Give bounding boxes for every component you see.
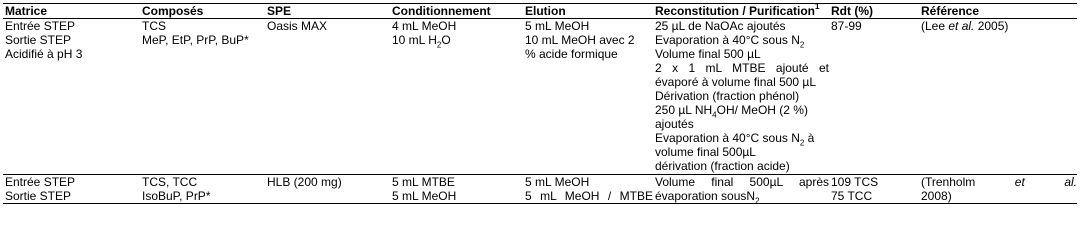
cell-reference: [919, 175, 1077, 204]
cell-composes: [140, 19, 265, 175]
header-rdt: Rdt (%): [829, 4, 919, 19]
cell-composes: [140, 175, 265, 204]
cell-line: 5 mL MeOH: [392, 189, 457, 203]
cell-line: Oasis MAX: [267, 19, 328, 33]
literature-table: [3, 3, 1077, 204]
table-row: [3, 175, 1077, 204]
text-part: Evaporation à 40°C sous N: [655, 33, 800, 47]
cell-line: Entrée STEP: [5, 175, 76, 189]
text-italic: et al.: [948, 19, 975, 33]
cell-line: [655, 131, 829, 148]
cell-rdt: [829, 175, 919, 204]
cell-line: Acidifié à pH 3: [5, 47, 83, 61]
subscript: 2: [799, 40, 805, 50]
text-part: 10 mL H: [392, 33, 437, 47]
cell-line: évaporé à volume final 500 µL: [655, 75, 817, 89]
cell-line: 2008): [921, 189, 952, 203]
cell-line: 25 µL de NaOAc ajoutés: [655, 19, 786, 33]
header-row: [3, 4, 1077, 19]
cell-line: 10 mL MeOH avec 2: [525, 33, 635, 47]
text-part: (Trenholm: [921, 175, 1015, 189]
cell-line: Dérivation (fraction phénol): [655, 89, 800, 103]
header-spe: SPE: [265, 4, 390, 19]
cell-matrice: [3, 19, 140, 175]
cell-rdt: [829, 19, 919, 175]
cell-matrice: [3, 175, 140, 204]
cell-spe: [265, 175, 390, 204]
cell-line: Sortie STEP: [5, 189, 72, 203]
header-composes: Composés: [140, 4, 265, 19]
header-reconstitution: [653, 4, 829, 19]
footnote-marker: 1: [815, 3, 820, 11]
cell-line: [655, 33, 829, 50]
text-italic: et al.: [1014, 175, 1077, 189]
cell-line: [921, 19, 1077, 33]
cell-conditionnement: [390, 175, 523, 204]
cell-line: [655, 103, 829, 120]
cell-line: 5 mL MeOH: [525, 175, 590, 189]
cell-line: 87-99: [831, 19, 862, 33]
header-reference: Référence: [919, 4, 1077, 19]
text-part: Evaporation à 40°C sous N: [655, 131, 800, 145]
cell-elution: [523, 175, 653, 204]
cell-line: % acide formique: [525, 47, 618, 61]
cell-line: HLB (200 mg): [267, 175, 342, 189]
table-row: [3, 19, 1077, 175]
header-elution: Elution: [523, 4, 653, 19]
cell-line: Volume final 500 µL: [655, 47, 761, 61]
subscript: 4: [712, 110, 717, 120]
subscript: 2: [755, 196, 760, 204]
cell-line: MeP, EtP, PrP, BuP*: [142, 33, 249, 47]
text-part: O: [441, 33, 451, 47]
cell-line: 5 mL MeOH / MTBE: [525, 189, 653, 203]
text-part: évaporation sousN: [655, 189, 756, 203]
cell-line: volume final 500µL: [655, 145, 756, 159]
cell-line: Volume final 500µL après: [655, 175, 829, 189]
cell-line: ajoutés: [655, 117, 694, 131]
subscript: 2: [799, 138, 805, 148]
cell-line: TCS, TCC: [142, 175, 198, 189]
cell-spe: [265, 19, 390, 175]
cell-line: 2 x 1 mL MTBE ajouté et: [655, 61, 829, 75]
cell-reconstitution: [653, 19, 829, 175]
cell-conditionnement: [390, 19, 523, 175]
cell-line: 5 mL MeOH: [525, 19, 590, 33]
cell-line: TCS: [142, 19, 166, 33]
cell-line: [921, 175, 1077, 189]
text-part: 2005): [974, 19, 1009, 33]
text-part: à: [804, 131, 815, 145]
cell-line: 109 TCS: [831, 175, 879, 189]
cell-line: IsoBuP, PrP*: [142, 189, 211, 203]
cell-line: 75 TCC: [831, 189, 873, 203]
cell-line: 4 mL MeOH: [392, 19, 457, 33]
cell-line: dérivation (fraction acide): [655, 159, 790, 173]
cell-line: Sortie STEP: [5, 33, 72, 47]
text-part: 250 µL NH: [655, 103, 713, 117]
cell-line: [392, 33, 523, 50]
cell-reconstitution: [653, 175, 829, 204]
subscript: 2: [436, 40, 442, 50]
cell-elution: [523, 19, 653, 175]
text-part: OH/ MeOH (2 %): [716, 103, 808, 117]
cell-reference: [919, 19, 1077, 175]
cell-line: 5 mL MTBE: [392, 175, 455, 189]
cell-line: Entrée STEP: [5, 19, 76, 33]
text-part: (Lee: [921, 19, 949, 33]
header-reconstitution-label: Reconstitution / Purification: [655, 4, 816, 18]
header-conditionnement: Conditionnement: [390, 4, 523, 19]
header-matrice: Matrice: [3, 4, 140, 19]
cell-line: [655, 189, 829, 203]
